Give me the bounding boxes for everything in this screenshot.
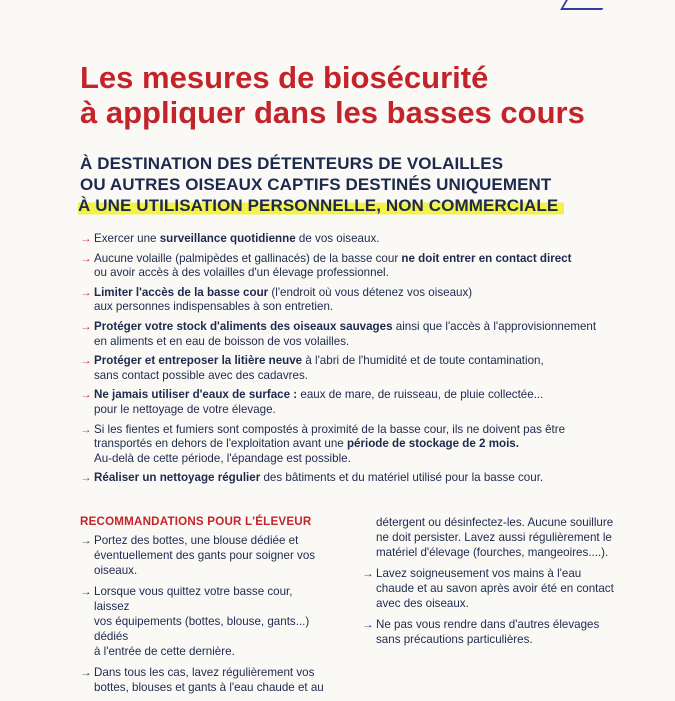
rule-text: transportés en dehors de l'exploitation avant une [94, 437, 347, 451]
rule-text: Si les fientes et fumiers sont compostés à proximité de la basse cour, ils ne doivent pas être [94, 422, 566, 436]
recommendation-line: oiseaux. [94, 564, 138, 577]
arrow-icon: → [362, 618, 374, 631]
recommendation-line: Lorsque vous quittez votre basse cour, laissez [94, 585, 293, 613]
subtitle-line-2: OU AUTRES OISEAUX CAPTIFS DESTINÉS UNIQUEMENT [80, 175, 552, 194]
arrow-icon: → [80, 319, 92, 333]
arrow-icon: → [80, 388, 92, 402]
rule-text: à l'abri de l'humidité et de toute contamination, [302, 354, 544, 368]
rule-emphasis: Ne jamais utiliser d'eaux de surface : [94, 388, 298, 402]
corner-decoration [560, 0, 608, 10]
biosecurity-rules-list [80, 232, 620, 491]
recommendation-item [362, 566, 622, 611]
recommendation-item [80, 584, 330, 659]
recommendation-line: Dans tous les cas, lavez régulièrement vos [94, 666, 315, 679]
rule-item [80, 232, 620, 247]
rule-text: Exercer une [94, 232, 160, 245]
rule-text: de vos oiseaux. [295, 232, 380, 245]
title-line-1: Les mesures de biosécurité [80, 60, 489, 95]
subtitle-line-1: À DESTINATION DES DÉTENTEURS DE VOLAILLES [80, 154, 504, 173]
rule-emphasis: Protéger votre stock d'aliments des oiseaux sauvages [94, 319, 393, 333]
highlight-marker: À UNE UTILISATION PERSONNELLE, NON COMMERCIALE [78, 195, 564, 216]
rule-text: (l'endroit où vous détenez vos oiseaux) [268, 285, 473, 299]
arrow-icon: → [80, 471, 92, 485]
recommendations-column-2 [362, 515, 622, 653]
arrow-icon: → [80, 422, 92, 436]
recommendation-line: vos équipements (bottes, blouse, gants...) dédiés [94, 615, 310, 643]
arrow-icon: → [80, 251, 92, 265]
arrow-icon: → [80, 585, 92, 598]
recommendation-line: sans précautions particulières. [376, 633, 533, 646]
arrow-icon: → [80, 285, 92, 299]
rule-text: aux personnes indispensables à son entretien. [94, 300, 334, 314]
title-line-2: à appliquer dans les basses cours [80, 95, 585, 130]
rule-text: Au-delà de cette période, l'épandage est possible. [94, 451, 351, 465]
rule-text: ainsi que l'accès à l'approvisionnement [392, 319, 597, 333]
recommendation-line: avec des oiseaux. [376, 597, 469, 610]
rule-text: en aliments et en eau de boisson de vos volailles. [94, 334, 350, 348]
arrow-icon: → [362, 567, 374, 580]
recommendations-list-1 [80, 533, 330, 695]
recommendation-line: Lavez soigneusement vos mains à l'eau [376, 567, 582, 580]
rule-item [80, 286, 620, 315]
rule-emphasis: période de stockage de 2 mois. [346, 437, 519, 451]
arrow-icon: → [80, 666, 92, 679]
recommendation-line: détergent ou désinfectez-les. Aucune souillure [376, 516, 614, 529]
recommendation-line: bottes, blouses et gants à l'eau chaude et au [94, 681, 324, 694]
rule-emphasis: surveillance quotidienne [159, 232, 296, 245]
rule-item [80, 252, 620, 281]
subtitle-line-3-highlighted [80, 195, 640, 216]
arrow-icon: → [80, 354, 92, 368]
recommendation-item [362, 617, 622, 647]
page-title [80, 60, 650, 130]
arrow-icon: → [80, 232, 92, 245]
rule-text: sans contact possible avec des cadavres. [94, 368, 308, 382]
rule-text: Aucune volaille (palmipèdes et gallinacés) de la basse cour [94, 251, 402, 265]
rule-item [80, 320, 620, 349]
recommendation-item [80, 665, 330, 695]
recommendation-line: matériel d'élevage (fourches, mangeoires....). [376, 546, 609, 559]
recommendation-line: ne doit persister. Lavez aussi régulièrement le [376, 531, 612, 544]
arrow-icon: → [80, 534, 92, 547]
recommendation-continuation [362, 515, 622, 560]
rule-emphasis: Limiter l'accès de la basse cour [94, 285, 269, 299]
recommendations-column-1 [80, 533, 330, 701]
recommendation-line: à l'entrée de cette dernière. [94, 645, 235, 658]
recommendation-line: Ne pas vous rendre dans d'autres élevages [376, 618, 600, 631]
rule-item [80, 388, 620, 417]
recommendation-item [80, 533, 330, 578]
rule-text: pour le nettoyage de votre élevage. [94, 402, 276, 416]
rule-emphasis: Protéger et entreposer la litière neuve [94, 354, 303, 368]
rule-text: eaux de mare, de ruisseau, de pluie collectée... [297, 388, 544, 402]
rule-text: des bâtiments et du matériel utilisé pour la basse cour. [260, 471, 544, 485]
recommendations-list-2 [362, 566, 622, 647]
rule-item [80, 471, 620, 486]
rule-emphasis: Réaliser un nettoyage régulier [94, 471, 261, 485]
recommendation-line: chaude et au savon après avoir été en contact [376, 582, 614, 595]
recommendations-title: RECOMMANDATIONS POUR L'ÉLEVEUR [80, 515, 312, 528]
rule-item [80, 354, 620, 383]
recommendation-line: Portez des bottes, une blouse dédiée et [94, 534, 299, 547]
rule-item [80, 423, 620, 467]
rule-text: ou avoir accès à des volailles d'un élevage professionnel. [94, 266, 389, 280]
rule-emphasis: ne doit entrer en contact direct [401, 251, 572, 265]
recommendation-line: éventuellement des gants pour soigner vos [94, 549, 316, 562]
audience-subtitle [80, 153, 640, 216]
